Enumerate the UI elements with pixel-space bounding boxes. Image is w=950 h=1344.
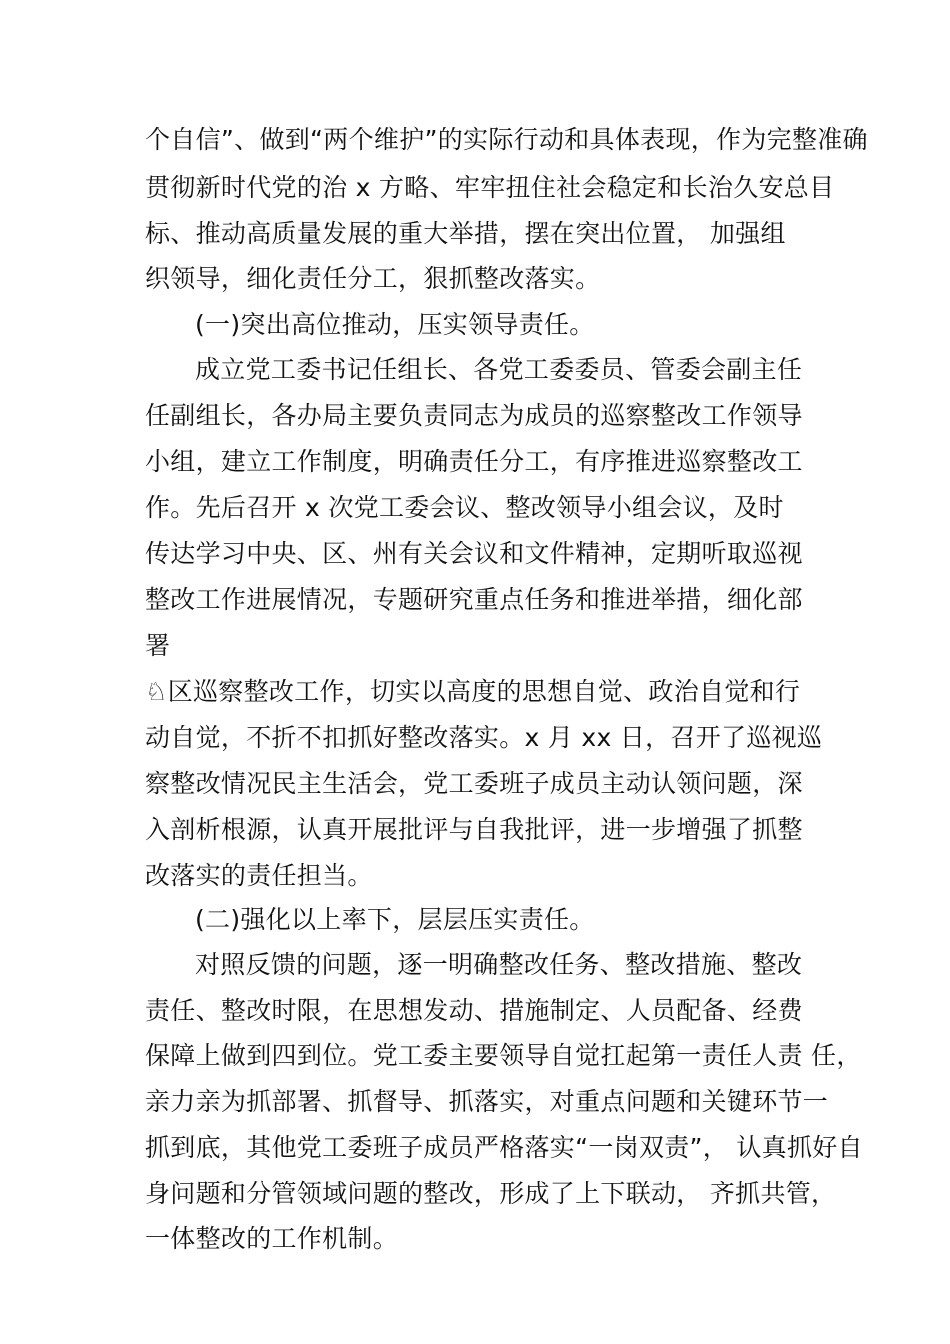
text-line: 一体整改的工作机制。 <box>145 1224 399 1253</box>
section-heading: (二)强化以上率下，层层压实责任。 <box>195 905 595 934</box>
text-line: 整改工作进展情况，专题研究重点任务和推进举措，细化部 <box>145 585 803 614</box>
text-line: 个自信”、做到“两个维护”的实际行动和具体表现，作为完整准确 <box>145 125 868 154</box>
text-line: 责任、整改时限，在思想发动、措施制定、人员配备、经费 <box>145 996 803 1025</box>
text-line: 贯彻新时代党的治 x 方略、牢牢扭住社会稳定和长治久安总目 <box>145 173 835 202</box>
text-line: 身问题和分管领域问题的整改，形成了上下联动， 齐抓共管， <box>145 1179 837 1208</box>
text-line: 改落实的责任担当。 <box>145 861 373 890</box>
text-line: 察整改情况民主生活会，党工委班子成员主动认领问题，深 <box>145 769 803 798</box>
text-line: 保障上做到四到位。党工委主要领导自觉扛起第一责任人责 任， <box>145 1041 862 1070</box>
text-line: 标、推动高质量发展的重大举措，摆在突出位置， 加强组 <box>145 219 786 248</box>
text-line: 入剖析根源，认真开展批评与自我批评，进一步增强了抓整 <box>145 815 803 844</box>
text-line: 小组，建立工作制度，明确责任分工，有序推进巡察整改工 <box>145 447 803 476</box>
text-line: 任副组长，各办局主要负责同志为成员的巡察整改工作领导 <box>145 401 803 430</box>
text-line: 署 <box>145 631 171 660</box>
text-line: 对照反馈的问题，逐一明确整改任务、整改措施、整改 <box>195 950 803 979</box>
text-line: 传达学习中央、区、州有关会议和文件精神，定期听取巡视 <box>145 539 803 568</box>
text-line: 抓到底，其他党工委班子成员严格落实“一岗双责”， 认真抓好自 <box>145 1133 863 1162</box>
text-line: 作。先后召开 x 次党工委会议、整改领导小组会议，及时 <box>145 493 784 522</box>
text-line: 动自觉，不折不扣抓好整改落实。x 月 xx 日，召开了巡视巡 <box>145 723 823 752</box>
text-line: 织领导，细化责任分工，狠抓整改落实。 <box>145 264 601 293</box>
text-line: 成立党工委书记任组长、各党工委委员、管委会副主任 <box>195 355 803 384</box>
text-line: ♘区巡察整改工作，切实以高度的思想自觉、政治自觉和行 <box>145 677 801 706</box>
text-line: 亲力亲为抓部署、抓督导、抓落实，对重点问题和关键环节一 <box>145 1087 829 1116</box>
section-heading: (一)突出高位推动，压实领导责任。 <box>195 310 595 339</box>
